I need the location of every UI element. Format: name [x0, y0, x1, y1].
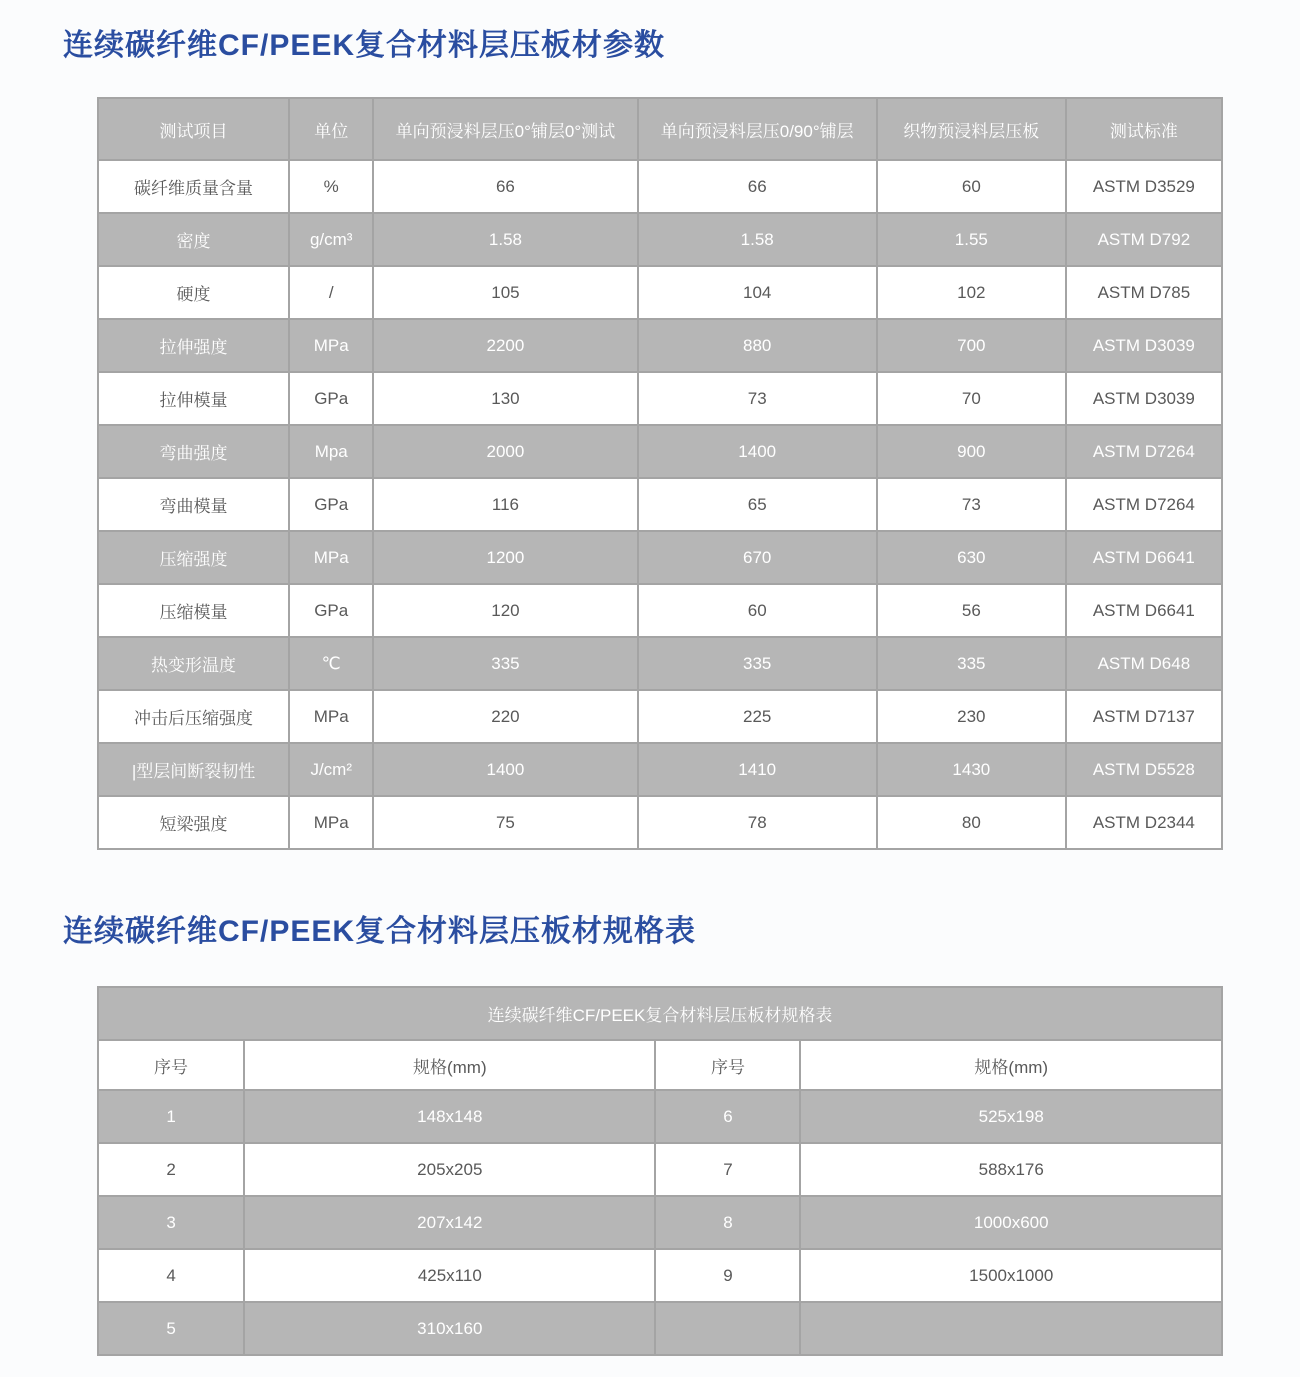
parameters-cell: 70: [877, 372, 1066, 425]
specifications-row: [98, 1249, 1222, 1302]
parameters-cell: 116: [373, 478, 637, 531]
parameters-cell: 65: [638, 478, 877, 531]
parameters-cell: MPa: [289, 690, 373, 743]
parameters-cell: ASTM D648: [1066, 637, 1222, 690]
specifications-cell: 1: [98, 1090, 244, 1143]
parameters-table: [97, 97, 1223, 850]
parameters-row: [98, 637, 1222, 690]
parameters-cell: 335: [877, 637, 1066, 690]
parameters-cell: 120: [373, 584, 637, 637]
specifications-cell: 6: [655, 1090, 800, 1143]
specifications-cell: 5: [98, 1302, 244, 1355]
parameters-header-cell: 单向预浸料层压0°铺层0°测试: [373, 98, 637, 160]
parameters-cell: ASTM D7264: [1066, 478, 1222, 531]
specifications-table-header: [98, 987, 1222, 1090]
parameters-cell: 670: [638, 531, 877, 584]
parameters-cell: 700: [877, 319, 1066, 372]
specifications-cell: 8: [655, 1196, 800, 1249]
parameters-cell: 冲击后压缩强度: [98, 690, 289, 743]
parameters-cell: 1.58: [638, 213, 877, 266]
specifications-cell: 1500x1000: [800, 1249, 1222, 1302]
specifications-cell: [800, 1302, 1222, 1355]
parameters-cell: 1.55: [877, 213, 1066, 266]
parameters-cell: ASTM D3529: [1066, 160, 1222, 213]
parameters-cell: 80: [877, 796, 1066, 849]
parameters-row: [98, 213, 1222, 266]
parameters-row: [98, 319, 1222, 372]
parameters-cell: 104: [638, 266, 877, 319]
parameters-cell: 拉伸强度: [98, 319, 289, 372]
parameters-header-cell: 测试标准: [1066, 98, 1222, 160]
specifications-cell: 148x148: [244, 1090, 655, 1143]
specifications-cell: 4: [98, 1249, 244, 1302]
parameters-cell: J/cm²: [289, 743, 373, 796]
parameters-cell: 1.58: [373, 213, 637, 266]
parameters-cell: ASTM D2344: [1066, 796, 1222, 849]
parameters-cell: ASTM D792: [1066, 213, 1222, 266]
parameters-cell: ASTM D3039: [1066, 372, 1222, 425]
specifications-row: [98, 1090, 1222, 1143]
specifications-cell: 588x176: [800, 1143, 1222, 1196]
parameters-cell: 1400: [638, 425, 877, 478]
parameters-cell: 880: [638, 319, 877, 372]
parameters-cell: ASTM D7264: [1066, 425, 1222, 478]
parameters-row: [98, 743, 1222, 796]
parameters-row: [98, 531, 1222, 584]
parameters-cell: 压缩强度: [98, 531, 289, 584]
parameters-header-cell: 单向预浸料层压0/90°铺层: [638, 98, 877, 160]
specifications-cell: 310x160: [244, 1302, 655, 1355]
parameters-cell: 短梁强度: [98, 796, 289, 849]
parameters-row: [98, 690, 1222, 743]
parameters-cell: 630: [877, 531, 1066, 584]
specifications-cell: 7: [655, 1143, 800, 1196]
parameters-cell: 66: [638, 160, 877, 213]
parameters-row: [98, 584, 1222, 637]
parameters-cell: 335: [373, 637, 637, 690]
parameters-cell: 60: [877, 160, 1066, 213]
parameters-row: [98, 266, 1222, 319]
specifications-header-cell: 规格(mm): [244, 1040, 655, 1090]
parameters-row: [98, 478, 1222, 531]
parameters-cell: 2000: [373, 425, 637, 478]
section1-title: 连续碳纤维CF/PEEK复合材料层压板材参数: [63, 29, 666, 62]
specifications-table-body: [98, 1090, 1222, 1355]
specifications-caption-row: [98, 987, 1222, 1040]
parameters-cell: 1400: [373, 743, 637, 796]
parameters-cell: ℃: [289, 637, 373, 690]
parameters-cell: %: [289, 160, 373, 213]
parameters-cell: 60: [638, 584, 877, 637]
parameters-cell: 900: [877, 425, 1066, 478]
parameters-cell: 2200: [373, 319, 637, 372]
parameters-header-row: [98, 98, 1222, 160]
parameters-table-body: [98, 160, 1222, 849]
parameters-cell: |型层间断裂韧性: [98, 743, 289, 796]
parameters-row: [98, 425, 1222, 478]
parameters-cell: 硬度: [98, 266, 289, 319]
specifications-cell: 2: [98, 1143, 244, 1196]
specifications-cell: 525x198: [800, 1090, 1222, 1143]
parameters-cell: 56: [877, 584, 1066, 637]
parameters-cell: MPa: [289, 319, 373, 372]
parameters-header-cell: 织物预浸料层压板: [877, 98, 1066, 160]
parameters-cell: 102: [877, 266, 1066, 319]
section2-title: 连续碳纤维CF/PEEK复合材料层压板材规格表: [63, 915, 697, 948]
parameters-cell: g/cm³: [289, 213, 373, 266]
parameters-row: [98, 372, 1222, 425]
specifications-row: [98, 1196, 1222, 1249]
parameters-cell: ASTM D6641: [1066, 531, 1222, 584]
parameters-cell: ASTM D785: [1066, 266, 1222, 319]
parameters-header-cell: 测试项目: [98, 98, 289, 160]
parameters-cell: ASTM D5528: [1066, 743, 1222, 796]
specifications-table: [97, 986, 1223, 1356]
specifications-header-cell: 规格(mm): [800, 1040, 1222, 1090]
parameters-cell: 225: [638, 690, 877, 743]
parameters-cell: GPa: [289, 478, 373, 531]
specifications-header-row: [98, 1040, 1222, 1090]
parameters-cell: 密度: [98, 213, 289, 266]
parameters-cell: 热变形温度: [98, 637, 289, 690]
parameters-cell: 73: [877, 478, 1066, 531]
parameters-cell: 220: [373, 690, 637, 743]
specifications-header-cell: 序号: [655, 1040, 800, 1090]
specifications-row: [98, 1302, 1222, 1355]
parameters-table-header: [98, 98, 1222, 160]
parameters-cell: 1200: [373, 531, 637, 584]
parameters-cell: ASTM D7137: [1066, 690, 1222, 743]
specifications-row: [98, 1143, 1222, 1196]
parameters-cell: 73: [638, 372, 877, 425]
specifications-caption: 连续碳纤维CF/PEEK复合材料层压板材规格表: [98, 987, 1222, 1040]
parameters-row: [98, 796, 1222, 849]
specifications-cell: [655, 1302, 800, 1355]
parameters-cell: 130: [373, 372, 637, 425]
parameters-header-cell: 单位: [289, 98, 373, 160]
parameters-cell: Mpa: [289, 425, 373, 478]
parameters-cell: GPa: [289, 584, 373, 637]
parameters-cell: 75: [373, 796, 637, 849]
parameters-cell: 拉伸模量: [98, 372, 289, 425]
parameters-cell: 230: [877, 690, 1066, 743]
parameters-row: [98, 160, 1222, 213]
parameters-cell: MPa: [289, 796, 373, 849]
specifications-cell: 205x205: [244, 1143, 655, 1196]
parameters-cell: 105: [373, 266, 637, 319]
parameters-cell: 弯曲强度: [98, 425, 289, 478]
specifications-cell: 425x110: [244, 1249, 655, 1302]
parameters-cell: 78: [638, 796, 877, 849]
parameters-cell: GPa: [289, 372, 373, 425]
parameters-cell: 1430: [877, 743, 1066, 796]
parameters-cell: 335: [638, 637, 877, 690]
specifications-cell: 1000x600: [800, 1196, 1222, 1249]
parameters-cell: ASTM D6641: [1066, 584, 1222, 637]
parameters-cell: MPa: [289, 531, 373, 584]
parameters-cell: 压缩模量: [98, 584, 289, 637]
parameters-cell: 碳纤维质量含量: [98, 160, 289, 213]
parameters-cell: ASTM D3039: [1066, 319, 1222, 372]
specifications-cell: 9: [655, 1249, 800, 1302]
parameters-cell: /: [289, 266, 373, 319]
parameters-cell: 1410: [638, 743, 877, 796]
specifications-header-cell: 序号: [98, 1040, 244, 1090]
specifications-cell: 3: [98, 1196, 244, 1249]
parameters-cell: 66: [373, 160, 637, 213]
specifications-cell: 207x142: [244, 1196, 655, 1249]
parameters-cell: 弯曲模量: [98, 478, 289, 531]
